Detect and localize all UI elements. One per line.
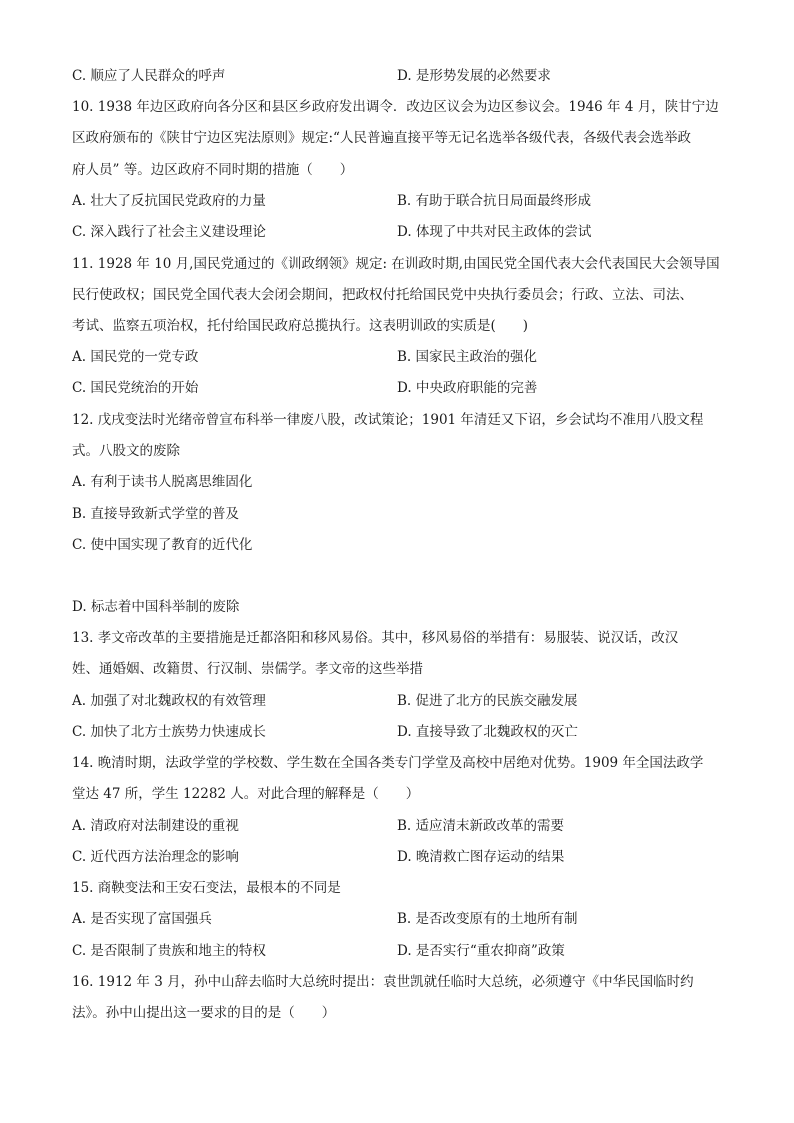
q16-stem-line-2: 法》。孙中山提出这一要求的目的是（ ） [72, 1005, 336, 1021]
q15-option-d[interactable]: D. 是否实行“重农抑商”政策 [397, 943, 565, 959]
q11-option-a[interactable]: A. 国民党的一党专政 [72, 349, 199, 365]
q14-stem-line-1: 14. 晚清时期，法政学堂的学校数、学生数在全国各类专门学堂及高校中居绝对优势。1909 年全国法政学 [72, 755, 704, 771]
q14-option-a[interactable]: A. 清政府对法制建设的重视 [72, 818, 239, 834]
q15-stem-line-1: 15. 商鞅变法和王安石变法，最根本的不同是 [72, 880, 341, 896]
q11-stem-line-2: 民行使政权；国民党全国代表大会闭会期间，把政权付托给国民党中央执行委员会；行政、立法、司法、 [72, 287, 693, 303]
q10-stem-line-3: 府人员” 等。边区政府不同时期的措施（ ） [72, 162, 354, 178]
q14-option-c[interactable]: C. 近代西方法治理念的影响 [72, 849, 239, 865]
q10-stem-line-2: 区政府颁布的《陕甘宁边区宪法原则》规定:“人民普遍直接平等无记名选举各级代表，各级代表会选举政 [72, 130, 691, 146]
q13-option-d[interactable]: D. 直接导致了北魏政权的灭亡 [397, 724, 578, 740]
q11-stem-line-1: 11. 1928 年 10 月,国民党通过的《训政纲领》规定: 在训政时期,由国民党全国代表大会代表国民大会领导国 [72, 256, 720, 272]
q10-option-c[interactable]: C. 深入践行了社会主义建设理论 [72, 224, 266, 240]
q11-option-b[interactable]: B. 国家民主政治的强化 [397, 349, 538, 365]
q12-stem-line-2: 式。八股文的废除 [72, 443, 180, 459]
q10-option-b[interactable]: B. 有助于联合抗日局面最终形成 [397, 193, 592, 209]
q15-option-a[interactable]: A. 是否实现了富国强兵 [72, 911, 212, 927]
q12-option-d[interactable]: D. 标志着中国科举制的废除 [72, 599, 240, 615]
q13-option-c[interactable]: C. 加快了北方士族势力快速成长 [72, 724, 266, 740]
q12-option-c[interactable]: C. 使中国实现了教育的近代化 [72, 537, 253, 553]
q13-stem-line-1: 13. 孝文帝改革的主要措施是迁都洛阳和移风易俗。其中，移风易俗的举措有：易服装、说汉话，改汉 [72, 630, 679, 646]
q15-option-b[interactable]: B. 是否改变原有的土地所有制 [397, 911, 578, 927]
q12-stem-line-1: 12. 戊戌变法时光绪帝曾宣布科举一律废八股，改试策论；1901 年清廷又下诏，乡会试均不准用八股文程 [72, 412, 704, 428]
q12-option-b[interactable]: B. 直接导致新式学堂的普及 [72, 506, 240, 522]
q13-option-b[interactable]: B. 促进了北方的民族交融发展 [397, 693, 578, 709]
q14-option-b[interactable]: B. 适应清末新政改革的需要 [397, 818, 565, 834]
q10-option-a[interactable]: A. 壮大了反抗国民党政府的力量 [72, 193, 266, 209]
q11-stem-line-3: 考试、监察五项治权，托付给国民政府总揽执行。这表明训政的实质是( ) [72, 318, 529, 334]
q10-stem-line-1: 10. 1938 年边区政府向各分区和县区乡政府发出调令．改边区议会为边区参议会。1946 年 4 月，陕甘宁边 [72, 99, 719, 115]
q9-option-d[interactable]: D. 是形势发展的必然要求 [397, 68, 551, 84]
q12-option-a[interactable]: A. 有利于读书人脱离思维固化 [72, 474, 253, 490]
q11-option-d[interactable]: D. 中央政府职能的完善 [397, 380, 538, 396]
q14-option-d[interactable]: D. 晚清救亡图存运动的结果 [397, 849, 565, 865]
q16-stem-line-1: 16. 1912 年 3 月，孙中山辞去临时大总统时提出：袁世凯就任临时大总统，必须遵守《中华民国临时约 [72, 974, 694, 990]
q15-option-c[interactable]: C. 是否限制了贵族和地主的特权 [72, 943, 266, 959]
q13-stem-line-2: 姓、通婚姻、改籍贯、行汉制、崇儒学。孝文帝的这些举措 [72, 661, 423, 677]
q14-stem-line-2: 堂达 47 所，学生 12282 人。对此合理的解释是（ ） [72, 786, 420, 802]
q13-option-a[interactable]: A. 加强了对北魏政权的有效管理 [72, 693, 266, 709]
q9-option-c[interactable]: C. 顺应了人民群众的呼声 [72, 68, 226, 84]
q10-option-d[interactable]: D. 体现了中共对民主政体的尝试 [397, 224, 592, 240]
q11-option-c[interactable]: C. 国民党统治的开始 [72, 380, 199, 396]
